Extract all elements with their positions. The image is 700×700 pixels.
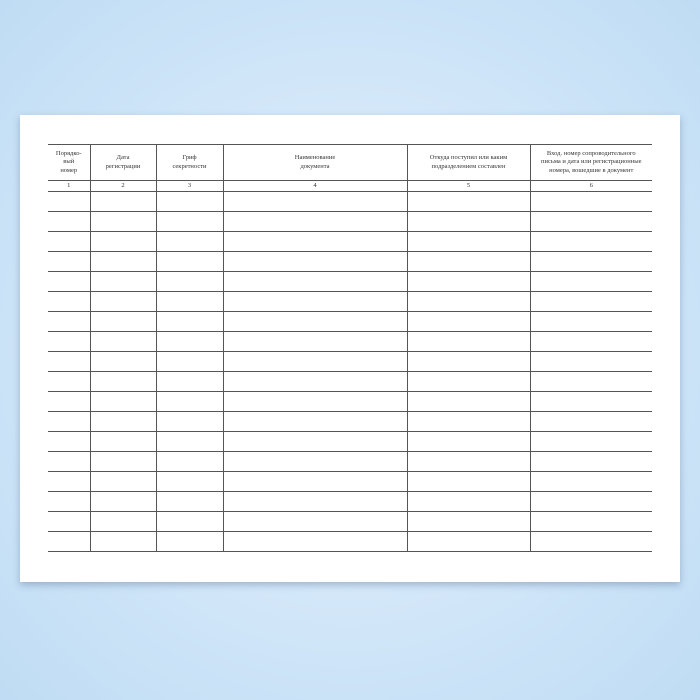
table-cell (156, 452, 223, 472)
table-cell (90, 212, 156, 232)
registration-journal-table (48, 144, 652, 552)
col-number-3: 3 (156, 181, 223, 192)
col-number-5: 5 (407, 181, 530, 192)
table-cell (90, 352, 156, 372)
table-cell (156, 412, 223, 432)
table-cell (48, 512, 90, 532)
table-cell (223, 292, 407, 312)
table-cell (407, 312, 530, 332)
table-cell (530, 452, 652, 472)
table-cell (223, 232, 407, 252)
table-cell (90, 332, 156, 352)
table-row (48, 312, 652, 332)
table-cell (223, 512, 407, 532)
table-cell (530, 272, 652, 292)
table-cell (90, 532, 156, 552)
table-row (48, 252, 652, 272)
table-cell (223, 452, 407, 472)
table-cell (48, 372, 90, 392)
table-cell (407, 252, 530, 272)
table-row (48, 512, 652, 532)
table-cell (48, 272, 90, 292)
table-cell (48, 472, 90, 492)
table-cell (156, 492, 223, 512)
table-cell (48, 212, 90, 232)
col-header-secrecy-stamp: Гриф секретности (156, 145, 223, 181)
table-cell (156, 272, 223, 292)
col-number-1: 1 (48, 181, 90, 192)
table-cell (530, 212, 652, 232)
table-cell (90, 252, 156, 272)
table-cell (530, 192, 652, 212)
table-row (48, 532, 652, 552)
table-cell (90, 512, 156, 532)
table-cell (530, 412, 652, 432)
col-header-source: Откуда поступил или каким подразделением составлен (407, 145, 530, 181)
table-cell (223, 492, 407, 512)
table-cell (407, 492, 530, 512)
table-cell (407, 472, 530, 492)
table-cell (90, 272, 156, 292)
table-cell (407, 232, 530, 252)
table-cell (90, 312, 156, 332)
table-cell (407, 392, 530, 412)
table-cell (48, 532, 90, 552)
table-cell (90, 412, 156, 432)
table-cell (223, 472, 407, 492)
table-cell (223, 352, 407, 372)
table-cell (530, 252, 652, 272)
col-header-incoming-number: Вход. номер сопроводительного письма и дата или регистрационные номера, вошедшие в документ (530, 145, 652, 181)
table-cell (48, 352, 90, 372)
table-cell (156, 212, 223, 232)
table-cell (530, 372, 652, 392)
table-cell (407, 432, 530, 452)
table-cell (90, 452, 156, 472)
table-cell (48, 432, 90, 452)
table-row (48, 272, 652, 292)
table-cell (530, 392, 652, 412)
table-cell (48, 292, 90, 312)
table-cell (223, 192, 407, 212)
table-row (48, 352, 652, 372)
table-row (48, 412, 652, 432)
table-cell (530, 232, 652, 252)
table-row (48, 472, 652, 492)
table-cell (90, 232, 156, 252)
table-cell (48, 492, 90, 512)
table-cell (48, 312, 90, 332)
header-row (48, 145, 652, 181)
table-cell (156, 352, 223, 372)
table-cell (223, 532, 407, 552)
table-cell (90, 432, 156, 452)
table-cell (530, 532, 652, 552)
table-cell (90, 392, 156, 412)
table-cell (530, 432, 652, 452)
table-cell (407, 532, 530, 552)
table-cell (90, 372, 156, 392)
table-row (48, 292, 652, 312)
table-row (48, 192, 652, 212)
table-cell (156, 372, 223, 392)
table-cell (407, 452, 530, 472)
table-cell (156, 232, 223, 252)
table-cell (530, 472, 652, 492)
table-row (48, 232, 652, 252)
table-cell (530, 312, 652, 332)
table-cell (48, 332, 90, 352)
table-cell (530, 492, 652, 512)
table-cell (223, 372, 407, 392)
table-cell (48, 252, 90, 272)
table-cell (223, 412, 407, 432)
table-row (48, 432, 652, 452)
col-number-4: 4 (223, 181, 407, 192)
table-cell (407, 292, 530, 312)
table-cell (48, 232, 90, 252)
table-cell (156, 192, 223, 212)
col-number-2: 2 (90, 181, 156, 192)
table-cell (48, 412, 90, 432)
table-cell (223, 332, 407, 352)
table-cell (48, 192, 90, 212)
table-row (48, 332, 652, 352)
table-cell (156, 512, 223, 532)
table-cell (48, 452, 90, 472)
table-row (48, 492, 652, 512)
table-cell (530, 292, 652, 312)
table-cell (48, 392, 90, 412)
table-cell (223, 432, 407, 452)
table-cell (407, 212, 530, 232)
table-cell (90, 192, 156, 212)
table-cell (156, 252, 223, 272)
table-cell (156, 392, 223, 412)
table-cell (156, 432, 223, 452)
table-cell (156, 472, 223, 492)
col-header-document-name: Наименование документа (223, 145, 407, 181)
table-row (48, 392, 652, 412)
table-cell (407, 352, 530, 372)
table-cell (156, 532, 223, 552)
table-cell (223, 312, 407, 332)
table-row (48, 372, 652, 392)
table-cell (90, 492, 156, 512)
table-cell (407, 332, 530, 352)
table-cell (223, 392, 407, 412)
table-cell (90, 472, 156, 492)
table-cell (223, 252, 407, 272)
table-cell (156, 332, 223, 352)
table-cell (223, 272, 407, 292)
journal-body (48, 192, 652, 552)
table-cell (407, 272, 530, 292)
table-cell (90, 292, 156, 312)
journal-sheet (20, 115, 680, 582)
table-cell (530, 332, 652, 352)
col-header-serial-number: Порядко- вый номер (48, 145, 90, 181)
table-row (48, 212, 652, 232)
table-cell (407, 192, 530, 212)
table-cell (530, 512, 652, 532)
table-cell (223, 212, 407, 232)
table-cell (156, 312, 223, 332)
table-cell (156, 292, 223, 312)
table-cell (407, 512, 530, 532)
table-row (48, 452, 652, 472)
col-header-registration-date: Дата регистрации (90, 145, 156, 181)
table-cell (407, 412, 530, 432)
column-number-row (48, 181, 652, 192)
table-cell (530, 352, 652, 372)
col-number-6: 6 (530, 181, 652, 192)
table-cell (407, 372, 530, 392)
